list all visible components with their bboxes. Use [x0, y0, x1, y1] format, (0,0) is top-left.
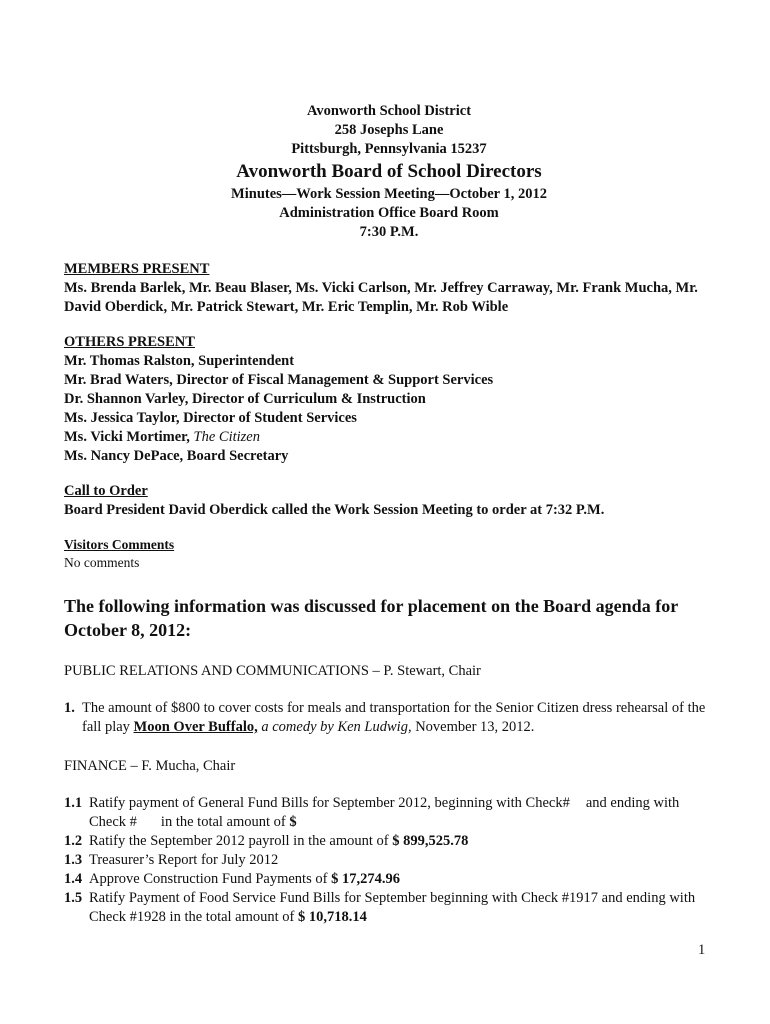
call-to-order-section — [64, 482, 714, 520]
item-number: 1. — [64, 700, 75, 716]
item-text: Ratify Payment of Food Service Fund Bills for September beginning with Check #1917 and ending with Check #1928 in the total amount of — [89, 890, 696, 925]
meeting-time: 7:30 P.M. — [359, 224, 419, 240]
item-text: Treasurer’s Report for July 2012 — [89, 852, 279, 868]
play-title: Moon Over Buffalo, — [133, 719, 258, 735]
district-address: 258 Josephs Lane — [334, 122, 444, 138]
play-description: a comedy by Ken Ludwig, — [257, 719, 412, 735]
finance-item — [64, 870, 714, 889]
mortimer-org: The Citizen — [193, 429, 260, 445]
board-title: Avonworth Board of School Directors — [236, 161, 542, 182]
page-number: 1 — [698, 942, 706, 958]
item-number: 1.3 — [64, 852, 83, 868]
call-to-order-heading: Call to Order — [64, 483, 148, 499]
finance-heading: FINANCE – F. Mucha, Chair — [64, 758, 236, 774]
members-section — [64, 260, 714, 317]
others-line — [64, 428, 714, 447]
item-text-end: November 13, 2012. — [411, 719, 535, 735]
document-page — [64, 102, 714, 927]
mortimer-name: Ms. Vicki Mortimer, — [64, 429, 194, 445]
public-relations-heading: PUBLIC RELATIONS AND COMMUNICATIONS – P. Stewart, Chair — [64, 663, 481, 679]
others-line: Dr. Shannon Varley, Director of Curriculum & Instruction — [64, 391, 426, 407]
item-number: 1.4 — [64, 871, 83, 887]
finance-item — [64, 794, 714, 832]
item-amount: $ — [289, 814, 297, 830]
others-section — [64, 333, 714, 466]
item-amount: $ 10,718.14 — [298, 909, 367, 925]
others-heading: OTHERS PRESENT — [64, 334, 195, 350]
visitors-text: No comments — [64, 555, 140, 570]
item-number: 1.2 — [64, 833, 83, 849]
document-header — [64, 102, 714, 242]
meeting-title: Minutes—Work Session Meeting—October 1, 2012 — [231, 186, 547, 202]
others-line: Ms. Nancy DePace, Board Secretary — [64, 448, 289, 464]
item-amount: $ 17,274.96 — [331, 871, 400, 887]
visitors-section — [64, 536, 714, 572]
others-line: Mr. Brad Waters, Director of Fiscal Management & Support Services — [64, 372, 494, 388]
others-line: Mr. Thomas Ralston, Superintendent — [64, 353, 295, 369]
public-relations-item — [64, 699, 714, 737]
item-text: Approve Construction Fund Payments of — [89, 871, 332, 887]
item-text: The amount of $800 to cover costs for meals and transportation for the Senior Citizen dress rehearsal of the fall play — [82, 700, 706, 735]
district-name: Avonworth School District — [306, 103, 472, 119]
others-line: Ms. Jessica Taylor, Director of Student Services — [64, 410, 357, 426]
finance-item — [64, 832, 714, 851]
district-city: Pittsburgh, Pennsylvania 15237 — [291, 141, 487, 157]
finance-item — [64, 889, 714, 927]
call-to-order-text: Board President David Oberdick called the Work Session Meeting to order at 7:32 P.M. — [64, 502, 605, 518]
visitors-heading: Visitors Comments — [64, 537, 175, 552]
finance-item — [64, 851, 714, 870]
members-list: Ms. Brenda Barlek, Mr. Beau Blaser, Ms. Vicki Carlson, Mr. Jeffrey Carraway, Mr. Frank Mucha, Mr. David Oberdick, Mr. Patrick Stewart, Mr. Eric Templin, Mr. Rob Wible — [64, 280, 698, 315]
item-text: Ratify payment of General Fund Bills for September 2012, beginning with Check# — [89, 795, 570, 811]
item-number: 1.5 — [64, 890, 83, 906]
finance-list — [64, 794, 714, 927]
item-text: and ending with Check # — [89, 795, 680, 830]
item-text: Ratify the September 2012 payroll in the amount of — [89, 833, 393, 849]
item-amount: $ 899,525.78 — [392, 833, 469, 849]
item-text: in the total amount of — [160, 814, 290, 830]
item-number: 1.1 — [64, 795, 83, 811]
members-heading: MEMBERS PRESENT — [64, 261, 210, 277]
meeting-location: Administration Office Board Room — [279, 205, 499, 221]
discussion-heading: The following information was discussed for placement on the Board agenda for October 8, 2012: — [64, 596, 678, 640]
